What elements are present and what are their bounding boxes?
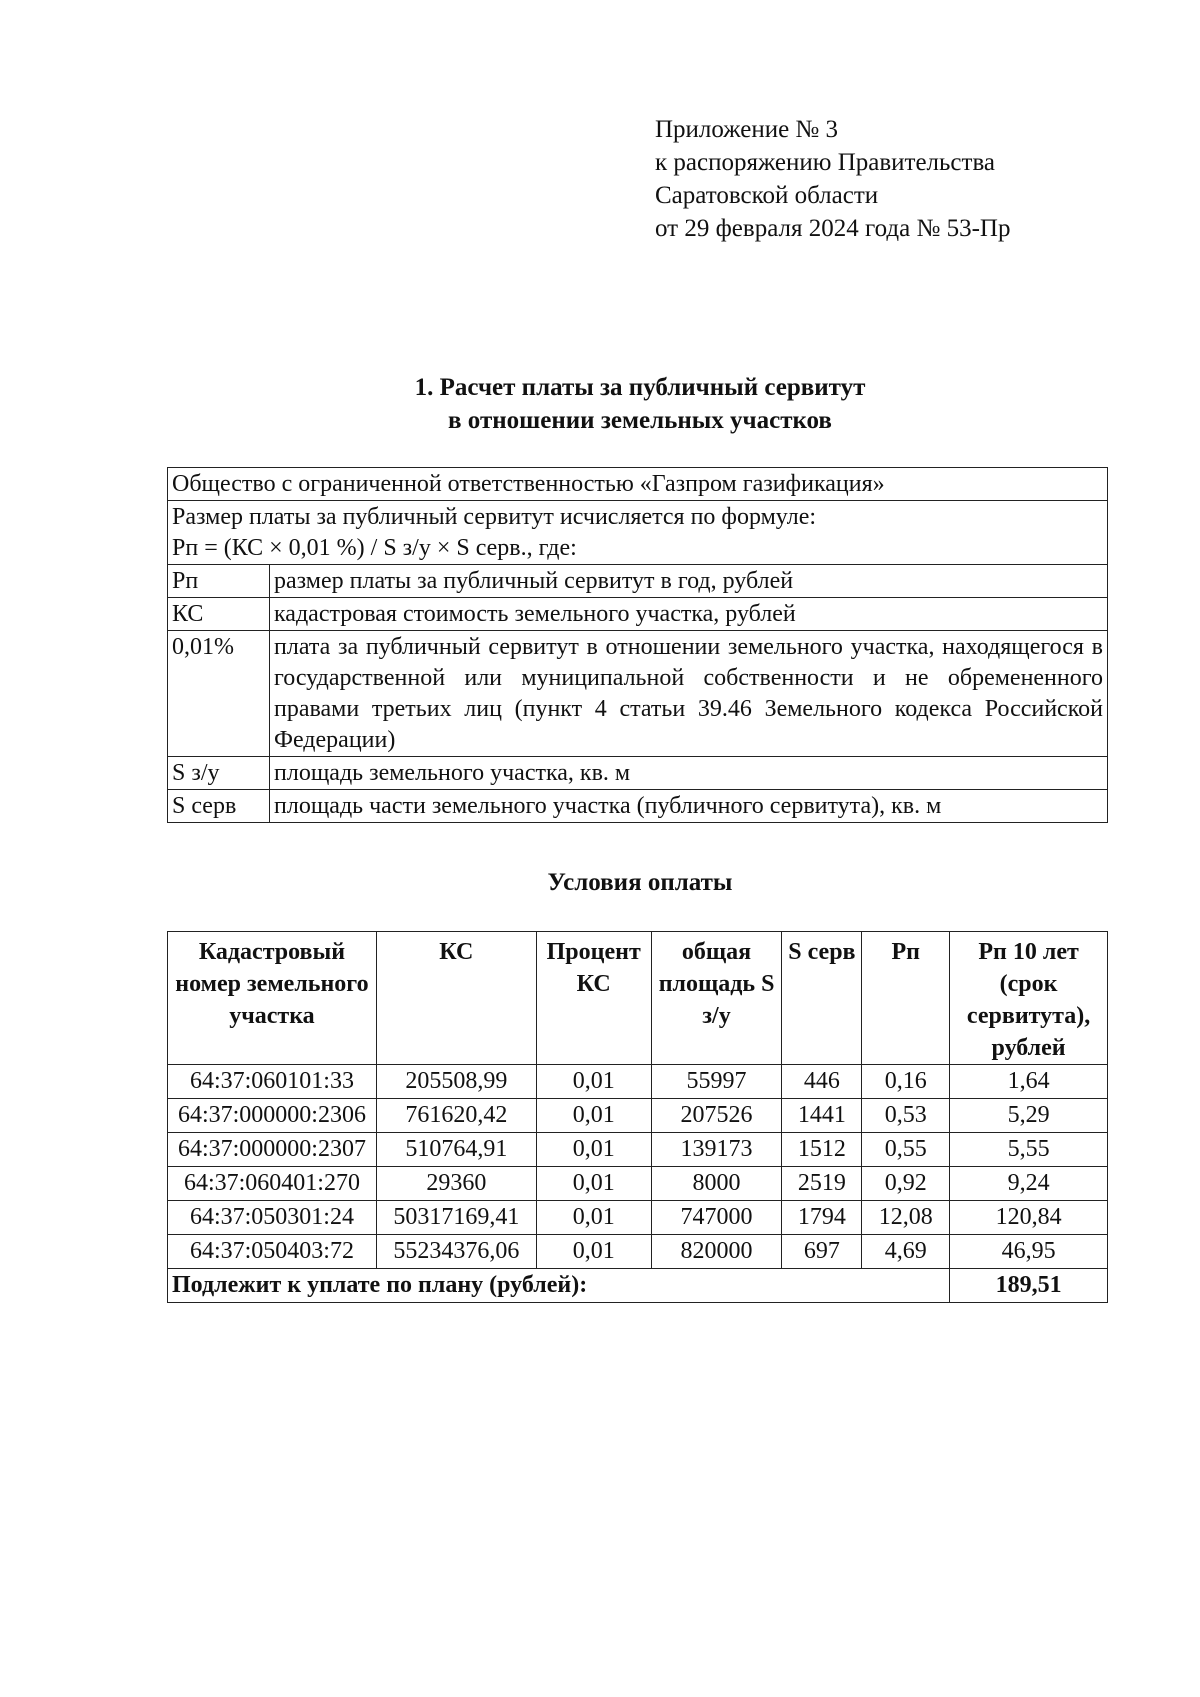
cell-area: 55997 — [651, 1065, 782, 1099]
header-rp10: Рп 10 лет (срок сервитута), рублей — [950, 932, 1108, 1065]
header-cadastral: Кадастровый номер земельного участка — [168, 932, 377, 1065]
formula-table — [167, 467, 1108, 823]
cell-percent: 0,01 — [536, 1133, 651, 1167]
cell-serv: 1441 — [782, 1099, 862, 1133]
cell-rp10: 5,29 — [950, 1099, 1108, 1133]
cell-serv: 2519 — [782, 1167, 862, 1201]
cell-ks: 29360 — [376, 1167, 536, 1201]
table-row — [168, 1167, 1108, 1201]
cell-rp10: 5,55 — [950, 1133, 1108, 1167]
definition-symbol: КС — [168, 598, 270, 631]
table-row — [168, 1201, 1108, 1235]
cell-rp: 4,69 — [862, 1235, 950, 1269]
cell-ks: 50317169,41 — [376, 1201, 536, 1235]
cell-area: 820000 — [651, 1235, 782, 1269]
payment-table — [167, 931, 1108, 1303]
cell-ks: 55234376,06 — [376, 1235, 536, 1269]
table-row — [168, 1065, 1108, 1099]
table-row — [168, 1235, 1108, 1269]
cell-cadastral: 64:37:060401:270 — [168, 1167, 377, 1201]
definition-text: плата за публичный сервитут в отношении земельного участка, находящегося в государственной или муниципальной собственности и не обремененного правами третьих лиц (пункт 4 статьи 39.46 Земельного кодекса Российской Федерации) — [270, 631, 1108, 757]
cell-serv: 697 — [782, 1235, 862, 1269]
header-area: общая площадь S з/у — [651, 932, 782, 1065]
definition-symbol: 0,01% — [168, 631, 270, 757]
cell-percent: 0,01 — [536, 1201, 651, 1235]
total-value: 189,51 — [950, 1269, 1108, 1303]
cell-area: 8000 — [651, 1167, 782, 1201]
definition-symbol: S серв — [168, 790, 270, 823]
appendix-date: от 29 февраля 2024 года № 53-Пр — [655, 215, 1011, 242]
cell-rp: 12,08 — [862, 1201, 950, 1235]
cell-rp: 0,55 — [862, 1133, 950, 1167]
payment-header-row — [168, 932, 1108, 1065]
conditions-title: Условия оплаты — [547, 869, 733, 896]
definition-text: размер платы за публичный сервитут в год, рублей — [270, 565, 1108, 598]
cell-percent: 0,01 — [536, 1065, 651, 1099]
total-label: Подлежит к уплате по плану (рублей): — [168, 1269, 950, 1303]
cell-cadastral: 64:37:050403:72 — [168, 1235, 377, 1269]
definition-row — [168, 757, 1108, 790]
formula-cell — [168, 501, 1108, 565]
cell-rp: 0,53 — [862, 1099, 950, 1133]
total-row — [168, 1269, 1108, 1303]
cell-rp: 0,92 — [862, 1167, 950, 1201]
definition-text: кадастровая стоимость земельного участка, рублей — [270, 598, 1108, 631]
definition-text: площадь земельного участка, кв. м — [270, 757, 1108, 790]
cell-rp10: 120,84 — [950, 1201, 1108, 1235]
organization-name: Общество с ограниченной ответственностью «Газпром газификация» — [168, 468, 1108, 501]
cell-serv: 1794 — [782, 1201, 862, 1235]
definition-row — [168, 790, 1108, 823]
definition-row — [168, 565, 1108, 598]
cell-serv: 1512 — [782, 1133, 862, 1167]
cell-ks: 510764,91 — [376, 1133, 536, 1167]
cell-ks: 205508,99 — [376, 1065, 536, 1099]
cell-cadastral: 64:37:000000:2306 — [168, 1099, 377, 1133]
cell-rp: 0,16 — [862, 1065, 950, 1099]
cell-area: 747000 — [651, 1201, 782, 1235]
appendix-number: Приложение № 3 — [655, 116, 839, 143]
definition-text: площадь части земельного участка (публичного сервитута), кв. м — [270, 790, 1108, 823]
document-title-line-1: 1. Расчет платы за публичный сервитут — [414, 374, 866, 401]
header-rp: Рп — [862, 932, 950, 1065]
definition-row — [168, 631, 1108, 757]
definition-symbol: Рп — [168, 565, 270, 598]
document-title — [0, 371, 1200, 437]
formula-intro: Размер платы за публичный сервитут исчисляется по формуле: — [172, 504, 817, 530]
cell-cadastral: 64:37:000000:2307 — [168, 1133, 377, 1167]
document-title-line-2: в отношении земельных участков — [448, 407, 832, 434]
table-row — [168, 1133, 1108, 1167]
appendix-region: Саратовской области — [655, 182, 879, 209]
definition-symbol: S з/у — [168, 757, 270, 790]
appendix-header — [655, 113, 1010, 245]
definition-row — [168, 598, 1108, 631]
header-percent: Процент КС — [536, 932, 651, 1065]
table-row — [168, 1099, 1108, 1133]
cell-percent: 0,01 — [536, 1099, 651, 1133]
cell-area: 139173 — [651, 1133, 782, 1167]
formula-row — [168, 501, 1108, 565]
appendix-order-ref: к распоряжению Правительства — [655, 149, 996, 176]
cell-ks: 761620,42 — [376, 1099, 536, 1133]
header-serv: S серв — [782, 932, 862, 1065]
cell-percent: 0,01 — [536, 1235, 651, 1269]
cell-percent: 0,01 — [536, 1167, 651, 1201]
cell-serv: 446 — [782, 1065, 862, 1099]
header-ks: КС — [376, 932, 536, 1065]
formula-expression: Рп = (КС × 0,01 %) / S з/у × S серв., где: — [172, 535, 577, 561]
cell-rp10: 9,24 — [950, 1167, 1108, 1201]
cell-area: 207526 — [651, 1099, 782, 1133]
cell-rp10: 46,95 — [950, 1235, 1108, 1269]
organization-row — [168, 468, 1108, 501]
cell-cadastral: 64:37:050301:24 — [168, 1201, 377, 1235]
cell-rp10: 1,64 — [950, 1065, 1108, 1099]
cell-cadastral: 64:37:060101:33 — [168, 1065, 377, 1099]
